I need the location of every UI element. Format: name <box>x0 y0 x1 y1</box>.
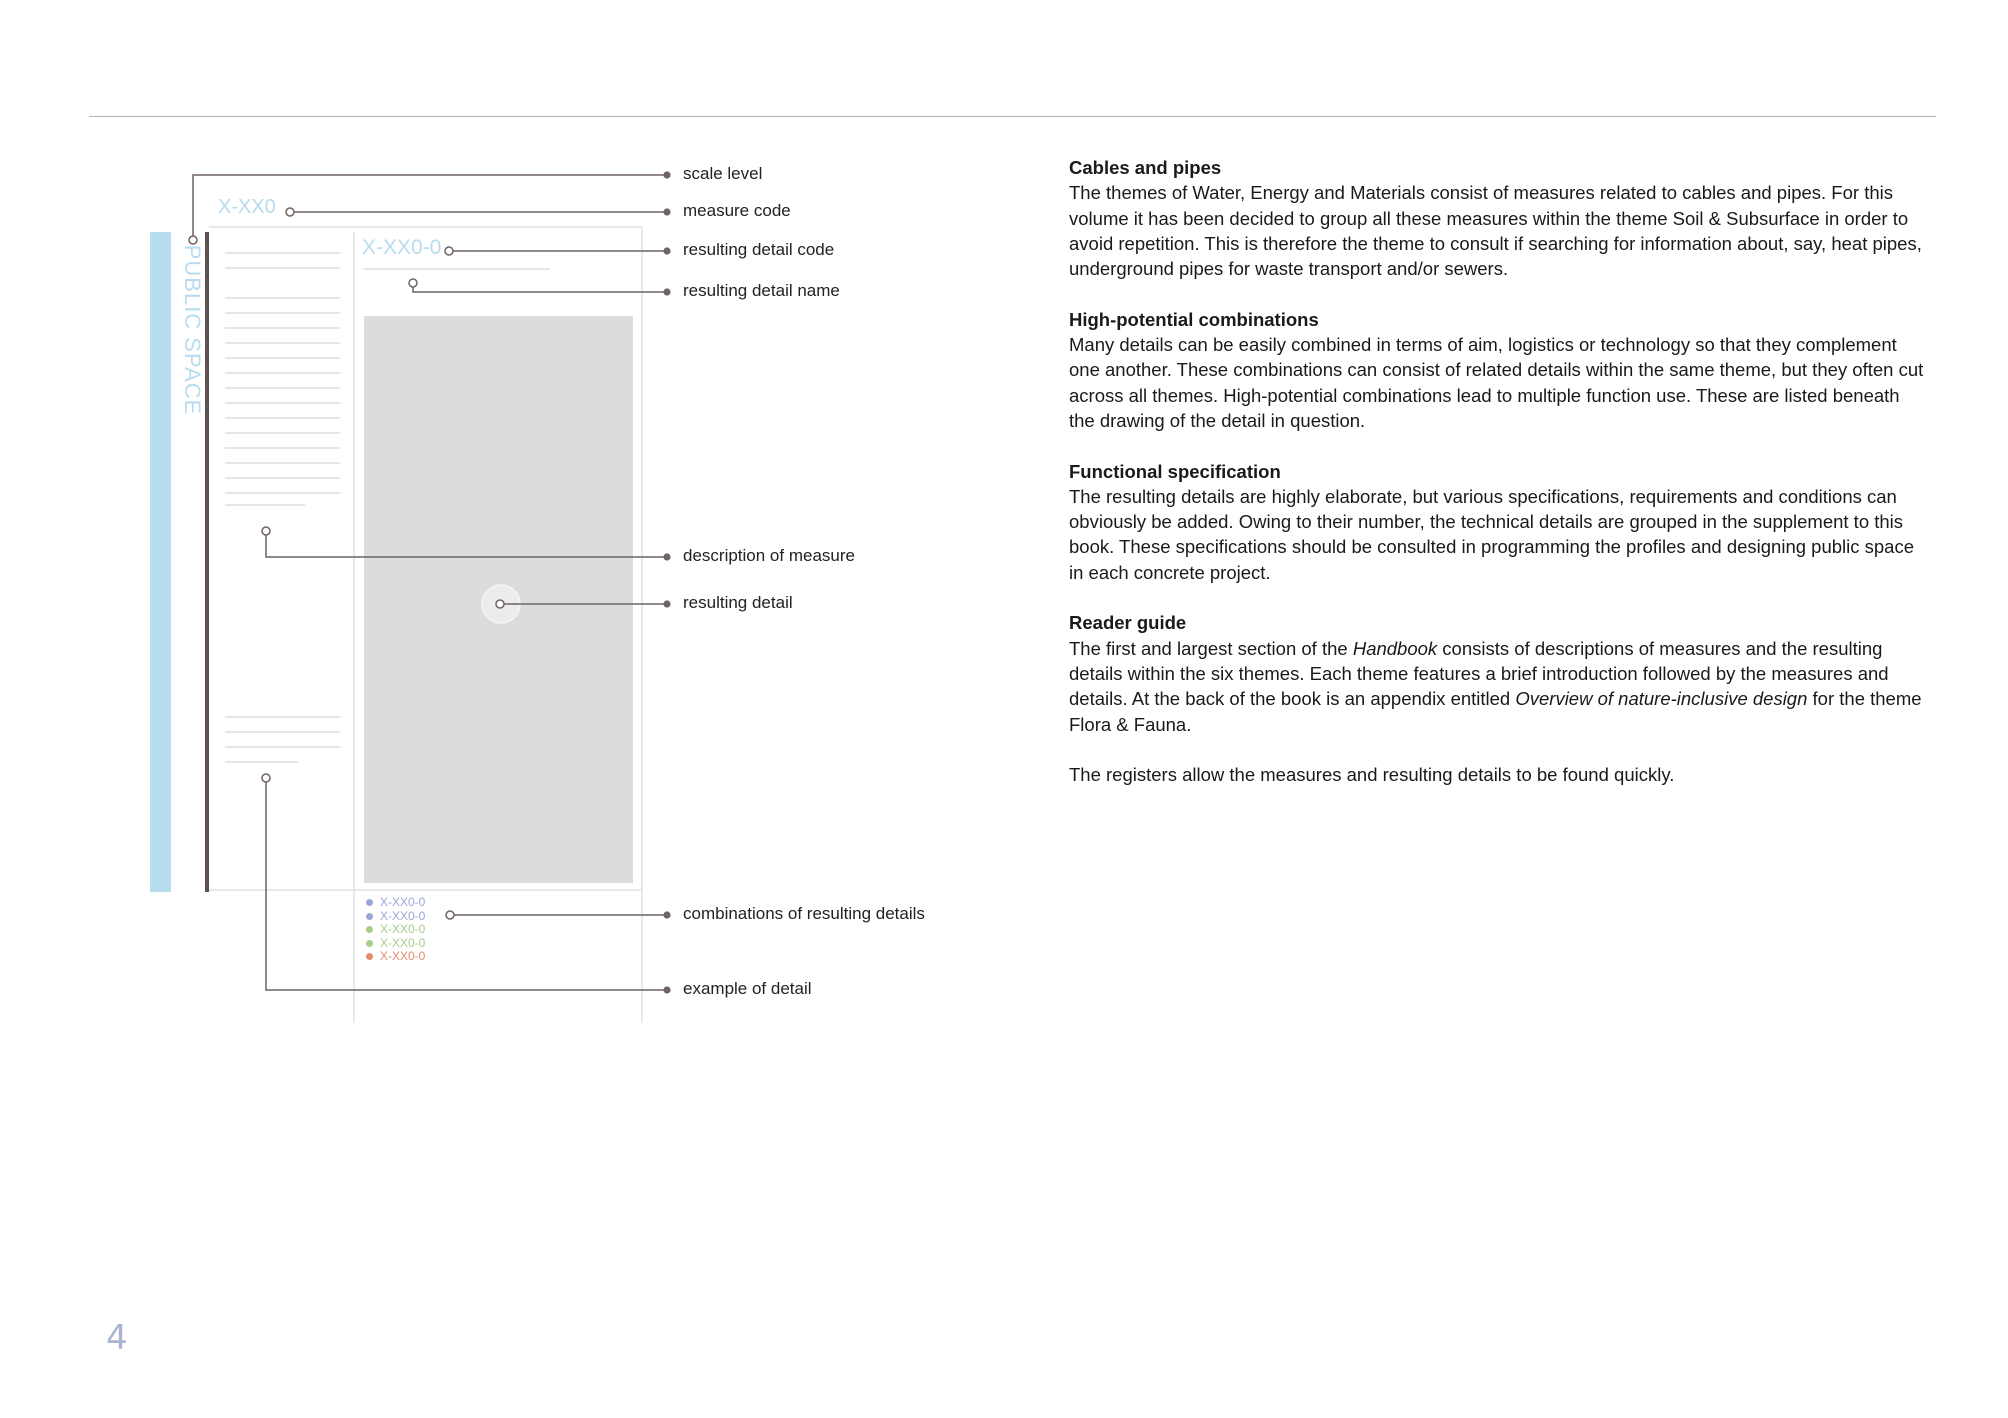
combination-dot <box>366 913 373 920</box>
callout-resulting-detail-name: resulting detail name <box>683 281 840 300</box>
body-text-column <box>1069 155 1929 787</box>
leader-end-dots <box>663 171 670 993</box>
combination-item <box>366 950 425 964</box>
combination-dot <box>366 940 373 947</box>
combination-dot <box>366 953 373 960</box>
combination-code: X-XX0-0 <box>380 895 426 909</box>
section-cables-and-pipes <box>1069 155 1929 281</box>
callout-resulting-detail-code: resulting detail code <box>683 240 835 259</box>
combination-code: X-XX0-0 <box>380 935 426 950</box>
callout-description-of-measure: description of measure <box>683 546 855 565</box>
section-title: High-potential combinations <box>1069 308 1319 330</box>
combination-code: X-XX0-0 <box>380 949 426 963</box>
combination-dot <box>366 926 373 933</box>
section-title: Functional specification <box>1069 460 1281 482</box>
callout-measure-code: measure code <box>683 201 791 220</box>
section-high-potential-combinations <box>1069 307 1929 433</box>
section-functional-specification <box>1069 459 1929 585</box>
combination-item <box>366 937 425 951</box>
callout-scale-level: scale level <box>683 164 763 183</box>
callout-resulting-detail: resulting detail <box>683 593 793 612</box>
section-body: The resulting details are highly elaborate, but various specifications, requirements and conditions can obviously be added. Owing to their number, the technical details are grouped in the supplement to this book. These specifications should be consulted in programming the profiles and designing public space in each concrete project. <box>1069 485 1915 583</box>
closing-note: The registers allow the measures and resulting details to be found quickly. <box>1069 764 1675 786</box>
combination-item <box>366 923 425 937</box>
description-lines <box>225 253 340 762</box>
combination-code: X-XX0-0 <box>380 908 426 923</box>
combinations-list <box>366 896 425 964</box>
section-body: The first and largest section of the Handbook consists of descriptions of measures and the resulting details within the six themes. Each theme features a brief introduction followed by the measures and details. At the back of the book is an appendix entitled Overview of nature-inclusive design for the theme Flora & Fauna. <box>1069 637 1922 735</box>
detail-code: X-XX0-0 <box>362 236 442 259</box>
section-body: Many details can be easily combined in terms of aim, logistics or technology so that they complement one another. These combinations can consist of related details within the same theme, but they often cut across all themes. High-potential combinations lead to multiple function use. These are listed beneath the drawing of the detail in question. <box>1069 334 1924 431</box>
section-body: The themes of Water, Energy and Materials consist of measures related to cables and pipes. For this volume it has been decided to group all these measures within the theme Soil & Subsurface in order to avoid repetition. This is therefore the theme to consult if searching for information about, say, heat pipes, underground pipes for waste transport and/or sewers. <box>1069 182 1922 280</box>
callout-example-of-detail: example of detail <box>683 979 812 998</box>
combination-code: X-XX0-0 <box>380 922 426 936</box>
section-reader-guide <box>1069 610 1929 736</box>
scale-bar <box>205 232 209 892</box>
section-title: Cables and pipes <box>1069 157 1222 178</box>
page-number: 4 <box>106 1318 128 1358</box>
side-strip <box>150 232 171 892</box>
combination-item <box>366 896 425 910</box>
combination-item <box>366 910 425 924</box>
combination-dot <box>366 899 373 906</box>
callout-combinations: combinations of resulting details <box>683 904 925 923</box>
section-title: Reader guide <box>1069 612 1187 634</box>
measure-code: X-XX0 <box>218 196 276 218</box>
public-space-label: PUBLIC SPACE <box>180 244 205 416</box>
